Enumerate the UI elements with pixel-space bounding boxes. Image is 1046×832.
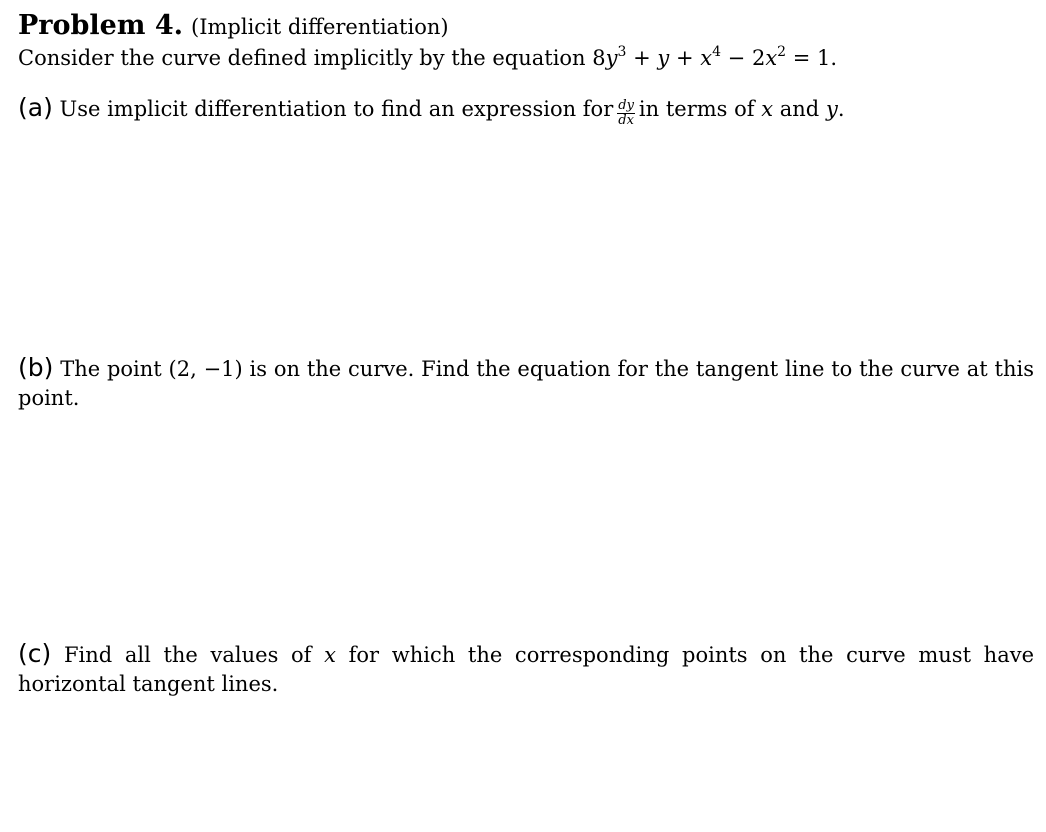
eq-plus: +	[669, 46, 701, 70]
eq-plus: +	[626, 46, 658, 70]
part-c-label: (c)	[18, 639, 52, 668]
intro-text: Consider the curve defined implicitly by the equation	[18, 46, 586, 70]
part-a	[18, 94, 845, 128]
part-c-text: Find all the values of	[63, 643, 312, 667]
eq-rhs: = 1.	[786, 46, 838, 70]
fraction-numerator: dy	[618, 98, 634, 113]
eq-minus-2: − 2	[721, 46, 766, 70]
part-a-and: and	[779, 97, 820, 121]
part-b-label: (b)	[18, 353, 54, 382]
var-x: x	[324, 643, 336, 667]
part-a-text-mid: in terms of	[638, 97, 755, 121]
part-c-text-after: for which the corresponding points on the curve must have horizontal tangent lines.	[18, 643, 1035, 696]
eq-exp-2: 2	[777, 44, 787, 60]
problem-subtitle: (Implicit differentiation)	[191, 15, 449, 39]
part-a-period: .	[837, 97, 845, 121]
var-y: y	[825, 97, 838, 121]
problem-title: Problem 4.	[18, 10, 184, 41]
eq-var-y: y	[605, 46, 618, 70]
part-b	[18, 355, 1034, 413]
eq-var-x: x	[765, 46, 778, 70]
eq-exp-3: 3	[617, 44, 627, 60]
problem-heading	[18, 12, 449, 41]
derivative-fraction	[617, 99, 635, 128]
part-a-label: (a)	[18, 93, 53, 122]
eq-exp-4: 4	[712, 44, 721, 60]
eq-var-y: y	[657, 46, 670, 70]
part-b-text: The point (2, −1) is on the curve. Find the equation for the tangent line to the curve at this point.	[18, 357, 1034, 410]
eq-var-x: x	[700, 46, 713, 70]
fraction-denominator: dx	[618, 113, 634, 128]
var-x: x	[761, 97, 774, 121]
part-a-text: Use implicit differentiation to find an expression for	[59, 97, 614, 121]
eq-coef-8: 8	[592, 46, 606, 70]
problem-intro	[18, 44, 837, 72]
part-c	[18, 641, 1034, 699]
curve-equation	[592, 46, 837, 70]
